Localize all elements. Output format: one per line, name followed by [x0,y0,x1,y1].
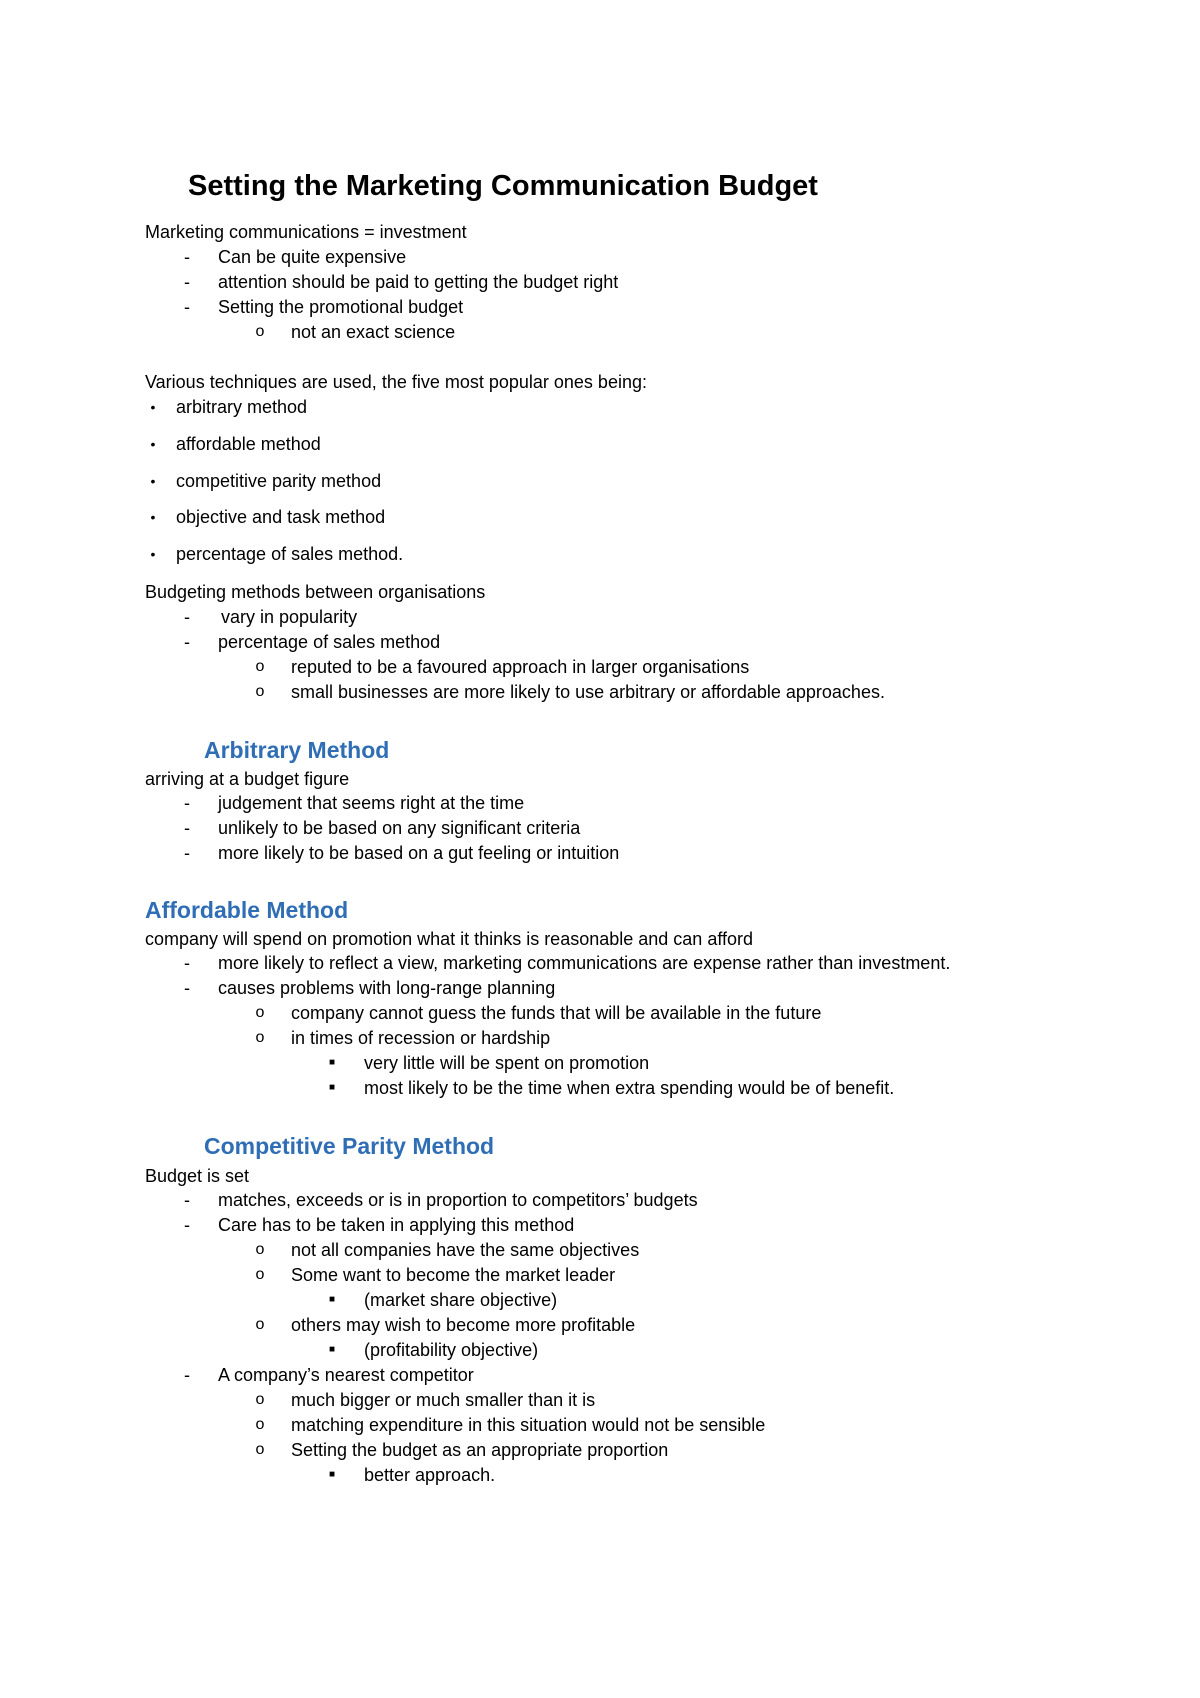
intro-point: attention should be paid to getting the budget right [218,272,619,292]
circle-marker: o [255,1029,265,1046]
intro-point: Can be quite expensive [218,247,407,267]
dash-marker: - [184,247,190,267]
circle-marker: o [255,658,265,675]
parity-point: A company’s nearest competitor [218,1365,474,1385]
budgeting-point: percentage of sales method [218,632,441,652]
technique-item: percentage of sales method. [176,544,404,564]
affordable-subsub: most likely to be the time when extra spending would be of benefit. [364,1078,895,1098]
dash-marker: - [184,793,190,813]
circle-marker: o [255,1316,265,1333]
parity-care-subsub: (market share objective) [364,1290,558,1310]
intro-sub: not an exact science [291,322,456,342]
heading-affordable-method: Affordable Method [145,897,349,923]
circle-marker: o [255,1441,265,1458]
circle-marker: o [255,1241,265,1258]
affordable-lead: company will spend on promotion what it thinks is reasonable and can afford [145,929,754,949]
technique-item: competitive parity method [176,471,382,491]
arbitrary-lead: arriving at a budget figure [145,769,350,789]
budgeting-point: vary in popularity [221,607,358,627]
arbitrary-point: more likely to be based on a gut feeling or intuition [218,843,620,863]
intro-lead: Marketing communications = investment [145,222,467,242]
bullet-marker: • [150,436,156,452]
circle-marker: o [255,1266,265,1283]
budgeting-lead: Budgeting methods between organisations [145,582,486,602]
dash-marker: - [184,953,190,973]
dash-marker: - [184,607,190,627]
affordable-subsub: very little will be spent on promotion [364,1053,650,1073]
techniques-lead: Various techniques are used, the five most popular ones being: [145,372,647,392]
page-title: Setting the Marketing Communication Budget [188,170,818,202]
affordable-point: more likely to reflect a view, marketing communications are expense rather than investment. [218,953,951,973]
bullet-marker: • [150,509,156,525]
heading-arbitrary-method: Arbitrary Method [204,737,390,763]
intro-point: Setting the promotional budget [218,297,464,317]
arbitrary-point: judgement that seems right at the time [218,793,525,813]
dash-marker: - [184,297,190,317]
bullet-marker: • [150,399,156,415]
circle-marker: o [255,1004,265,1021]
dash-marker: - [184,843,190,863]
square-marker: ■ [328,1294,336,1305]
dash-marker: - [184,1215,190,1235]
dash-marker: - [184,632,190,652]
technique-item: arbitrary method [176,397,308,417]
square-marker: ■ [328,1057,336,1068]
circle-marker: o [255,1391,265,1408]
parity-comp-sub: Setting the budget as an appropriate proportion [291,1440,669,1460]
arbitrary-point: unlikely to be based on any significant criteria [218,818,581,838]
dash-marker: - [184,978,190,998]
heading-competitive-parity-method: Competitive Parity Method [204,1133,495,1159]
affordable-sub: company cannot guess the funds that will be available in the future [291,1003,822,1023]
square-marker: ■ [328,1344,336,1355]
parity-lead: Budget is set [145,1166,250,1186]
square-marker: ■ [328,1469,336,1480]
dash-marker: - [184,818,190,838]
dash-marker: - [184,1365,190,1385]
square-marker: ■ [328,1082,336,1093]
affordable-sub: in times of recession or hardship [291,1028,551,1048]
parity-comp-sub: much bigger or much smaller than it is [291,1390,596,1410]
dash-marker: - [184,272,190,292]
circle-marker: o [255,323,265,340]
bullet-marker: • [150,473,156,489]
budgeting-sub: small businesses are more likely to use arbitrary or affordable approaches. [291,682,885,702]
technique-item: affordable method [176,434,321,454]
bullet-marker: • [150,546,156,562]
technique-item: objective and task method [176,507,386,527]
dash-marker: - [184,1190,190,1210]
parity-care-sub: others may wish to become more profitable [291,1315,636,1335]
budgeting-sub: reputed to be a favoured approach in larger organisations [291,657,750,677]
parity-care-subsub: (profitability objective) [364,1340,539,1360]
parity-care-sub: Some want to become the market leader [291,1265,616,1285]
parity-comp-sub: matching expenditure in this situation would not be sensible [291,1415,766,1435]
parity-point: matches, exceeds or is in proportion to competitors’ budgets [218,1190,698,1210]
circle-marker: o [255,1416,265,1433]
parity-care-sub: not all companies have the same objectives [291,1240,640,1260]
affordable-point: causes problems with long-range planning [218,978,556,998]
parity-point: Care has to be taken in applying this method [218,1215,575,1235]
circle-marker: o [255,683,265,700]
parity-comp-subsub: better approach. [364,1465,496,1485]
